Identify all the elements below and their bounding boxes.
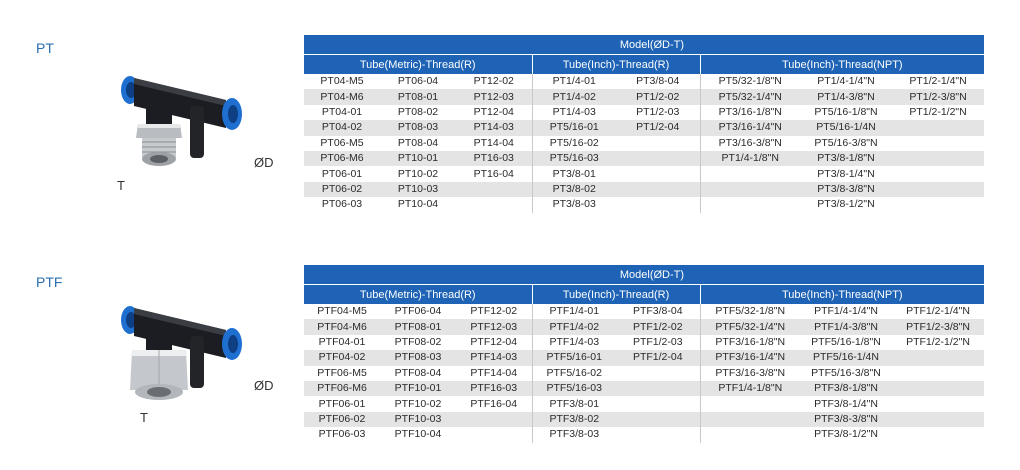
model-cell: PT04-M6 [304, 89, 380, 104]
model-cell: PTF3/8-03 [532, 427, 616, 442]
model-cell: PT08-02 [397, 105, 439, 118]
table-row [304, 319, 984, 334]
table-row [304, 151, 984, 166]
table-row [304, 136, 984, 151]
model-cell: PTF04-M6 [304, 319, 380, 334]
model-cell: PTF10-03 [380, 412, 456, 427]
model-cell: PT08-01 [380, 89, 456, 104]
model-cell: PT14-04 [473, 136, 514, 149]
model-cell: PTF1/4-03 [532, 335, 616, 350]
ptf-fitting-image [108, 296, 258, 416]
model-cell: PTF3/8-1/2"N [814, 428, 878, 441]
model-cell: PTF5/16-1/4N [800, 350, 892, 365]
model-cell: PT5/16-01 [532, 120, 616, 135]
model-cell: PT04-M5 [320, 75, 364, 88]
ptf-group-inch-r: Tube(Inch)-Thread(R) [532, 285, 700, 305]
model-cell [616, 182, 700, 197]
model-cell: PTF3/8-3/8"N [800, 412, 892, 427]
ptf-group-metric-r: Tube(Metric)-Thread(R) [304, 285, 532, 305]
pt-diameter-label: ØD [254, 155, 274, 170]
model-cell [892, 427, 984, 442]
model-cell [700, 427, 800, 442]
model-cell [892, 396, 984, 411]
model-cell: PTF3/16-3/8"N [700, 366, 800, 381]
model-cell: PTF12-04 [470, 335, 518, 348]
ptf-model-table [304, 265, 984, 443]
model-cell: PT14-03 [456, 120, 532, 135]
pt-fitting-image [108, 66, 258, 186]
model-cell: PT5/16-3/8"N [814, 136, 878, 149]
model-cell: PT12-03 [456, 89, 532, 104]
model-cell [892, 120, 984, 135]
model-cell: PTF5/16-02 [532, 366, 616, 381]
series-title-ptf: PTF [36, 274, 63, 290]
model-cell [616, 136, 700, 151]
model-cell: PT3/8-3/8"N [800, 182, 892, 197]
model-cell [892, 412, 984, 427]
model-cell: PT1/2-04 [616, 120, 700, 135]
model-cell: PT06-M5 [320, 136, 364, 149]
model-cell: PT06-02 [304, 182, 380, 197]
pt-group-inch-r: Tube(Inch)-Thread(R) [532, 55, 700, 75]
model-cell: PT3/8-03 [532, 197, 616, 212]
model-cell: PTF3/8-01 [532, 396, 616, 411]
ptf-model-rows [304, 304, 984, 443]
model-cell: PTF12-02 [470, 305, 518, 318]
ptf-diameter-label: ØD [254, 378, 274, 393]
table-row [304, 182, 984, 197]
model-cell [616, 396, 700, 411]
model-cell: PT08-04 [397, 136, 439, 149]
model-cell: PT1/4-1/4"N [817, 75, 875, 88]
model-cell: PTF04-02 [304, 350, 380, 365]
model-cell [892, 182, 984, 197]
model-cell [892, 197, 984, 212]
model-cell [616, 366, 700, 381]
model-cell [456, 182, 532, 197]
model-cell: PTF08-01 [380, 319, 456, 334]
model-cell: PTF5/32-1/8"N [700, 304, 800, 319]
model-cell: PTF06-02 [304, 412, 380, 427]
model-cell: PT06-04 [397, 75, 439, 88]
model-cell: PTF14-04 [470, 366, 518, 379]
table-row [304, 381, 984, 396]
ptf-model-header: Model(ØD-T) [304, 265, 984, 285]
table-row [304, 74, 984, 89]
ptf-group-inch-npt: Tube(Inch)-Thread(NPT) [700, 285, 984, 305]
model-cell [616, 427, 700, 442]
model-cell: PTF3/8-04 [632, 305, 683, 318]
pt-thread-label: T [117, 178, 125, 193]
model-cell: PTF08-02 [394, 335, 442, 348]
model-cell: PT1/4-01 [532, 74, 616, 89]
model-cell: PTF1/4-01 [532, 304, 616, 319]
model-cell: PT1/2-03 [636, 105, 680, 118]
model-cell: PT3/16-1/8"N [700, 105, 800, 120]
model-cell: PTF10-04 [394, 428, 442, 441]
table-row [304, 335, 984, 350]
model-cell: PT1/4-02 [532, 89, 616, 104]
ptf-thread-label: T [140, 410, 148, 425]
model-cell: PT16-03 [456, 151, 532, 166]
series-title-pt: PT [36, 40, 54, 56]
model-cell: PT3/8-01 [532, 166, 616, 181]
model-cell: PT1/2-02 [616, 89, 700, 104]
model-cell: PT10-04 [397, 198, 439, 211]
model-cell [700, 412, 800, 427]
pt-model-table [304, 35, 984, 213]
table-row [304, 366, 984, 381]
model-cell [892, 166, 984, 181]
model-cell: PTF5/16-03 [532, 381, 616, 396]
model-cell: PT3/8-1/4"N [817, 167, 875, 180]
model-cell [892, 350, 984, 365]
model-cell: PT3/8-04 [636, 75, 680, 88]
model-cell: PTF5/16-3/8"N [811, 366, 881, 379]
model-cell: PTF16-03 [456, 381, 532, 396]
model-cell: PT12-04 [473, 105, 514, 118]
model-cell: PTF3/16-1/4"N [700, 350, 800, 365]
model-cell: PTF1/4-02 [532, 319, 616, 334]
table-row [304, 427, 984, 442]
model-cell: PT5/32-1/4"N [700, 89, 800, 104]
model-cell: PTF16-04 [470, 397, 518, 410]
model-cell: PTF08-03 [380, 350, 456, 365]
model-cell: PTF1/4-1/4"N [814, 305, 878, 318]
model-cell: PTF1/4-3/8"N [800, 319, 892, 334]
model-cell [892, 366, 984, 381]
model-cell: PTF06-04 [394, 305, 442, 318]
model-cell: PT10-02 [397, 167, 439, 180]
model-cell: PT5/16-03 [532, 151, 616, 166]
table-row [304, 304, 984, 319]
table-row [304, 396, 984, 411]
model-cell: PTF5/16-01 [532, 350, 616, 365]
model-cell: PTF04-M5 [317, 305, 367, 318]
model-cell: PTF5/32-1/4"N [700, 319, 800, 334]
model-cell [616, 151, 700, 166]
model-cell: PT16-04 [473, 167, 514, 180]
table-row [304, 350, 984, 365]
model-cell: PTF10-01 [380, 381, 456, 396]
model-cell: PTF14-03 [456, 350, 532, 365]
model-cell: PT10-01 [380, 151, 456, 166]
model-cell: PTF3/16-1/8"N [700, 335, 800, 350]
table-row [304, 412, 984, 427]
model-cell: PT1/4-3/8"N [800, 89, 892, 104]
model-cell [700, 197, 800, 212]
model-cell: PTF10-02 [394, 397, 442, 410]
model-cell: PTF1/4-1/8"N [700, 381, 800, 396]
model-cell [700, 182, 800, 197]
model-cell: PTF3/8-02 [532, 412, 616, 427]
model-cell: PT3/8-1/2"N [817, 198, 875, 211]
model-cell: PT5/16-1/4N [800, 120, 892, 135]
model-cell: PT08-03 [380, 120, 456, 135]
table-row [304, 105, 984, 120]
model-cell [456, 412, 532, 427]
model-cell: PT1/2-3/8"N [892, 89, 984, 104]
model-cell: PTF06-01 [318, 397, 366, 410]
model-cell: PT1/4-03 [532, 105, 616, 120]
table-row [304, 166, 984, 181]
model-cell: PT06-03 [321, 198, 363, 211]
model-cell: PTF1/2-3/8"N [892, 319, 984, 334]
model-cell [616, 381, 700, 396]
model-cell: PT06-M6 [304, 151, 380, 166]
model-cell [456, 427, 532, 442]
model-cell: PTF1/2-02 [616, 319, 700, 334]
model-cell: PT04-02 [304, 120, 380, 135]
pt-group-metric-r: Tube(Metric)-Thread(R) [304, 55, 532, 75]
model-cell: PT5/32-1/8"N [700, 74, 800, 89]
model-cell: PTF1/2-04 [616, 350, 700, 365]
model-cell [892, 381, 984, 396]
table-row [304, 197, 984, 212]
model-cell: PTF3/8-1/4"N [814, 397, 878, 410]
model-cell: PT1/2-1/4"N [909, 75, 967, 88]
model-cell [616, 166, 700, 181]
model-cell: PT12-02 [473, 75, 514, 88]
model-cell: PT04-01 [321, 105, 363, 118]
model-cell: PTF06-03 [318, 428, 366, 441]
model-cell [700, 166, 800, 181]
model-cell: PTF06-M5 [317, 366, 367, 379]
model-cell: PTF12-03 [456, 319, 532, 334]
model-cell: PT1/2-1/2"N [909, 105, 967, 118]
model-cell: PTF3/8-1/8"N [800, 381, 892, 396]
model-cell: PT5/16-1/8"N [814, 105, 878, 118]
model-cell: PT3/8-1/8"N [800, 151, 892, 166]
pt-model-header: Model(ØD-T) [304, 35, 984, 55]
pt-model-rows [304, 74, 984, 213]
model-cell: PT3/8-02 [532, 182, 616, 197]
model-cell [892, 151, 984, 166]
model-cell [616, 197, 700, 212]
table-row [304, 120, 984, 135]
pt-group-inch-npt: Tube(Inch)-Thread(NPT) [700, 55, 984, 75]
model-cell: PTF1/2-1/4"N [906, 305, 970, 318]
model-cell: PTF06-M6 [304, 381, 380, 396]
model-cell: PT3/16-1/4"N [700, 120, 800, 135]
model-cell [616, 412, 700, 427]
model-cell: PTF5/16-1/8"N [811, 335, 881, 348]
model-cell [456, 197, 532, 212]
model-cell: PTF08-04 [394, 366, 442, 379]
table-row [304, 89, 984, 104]
model-cell: PT3/16-3/8"N [700, 136, 800, 151]
model-cell: PT06-01 [321, 167, 363, 180]
model-cell [892, 136, 984, 151]
model-cell: PTF1/2-03 [632, 335, 683, 348]
model-cell: PT1/4-1/8"N [700, 151, 800, 166]
model-cell: PT5/16-02 [532, 136, 616, 151]
model-cell [700, 396, 800, 411]
model-cell: PT10-03 [380, 182, 456, 197]
model-cell: PTF04-01 [318, 335, 366, 348]
model-cell: PTF1/2-1/2"N [906, 335, 970, 348]
